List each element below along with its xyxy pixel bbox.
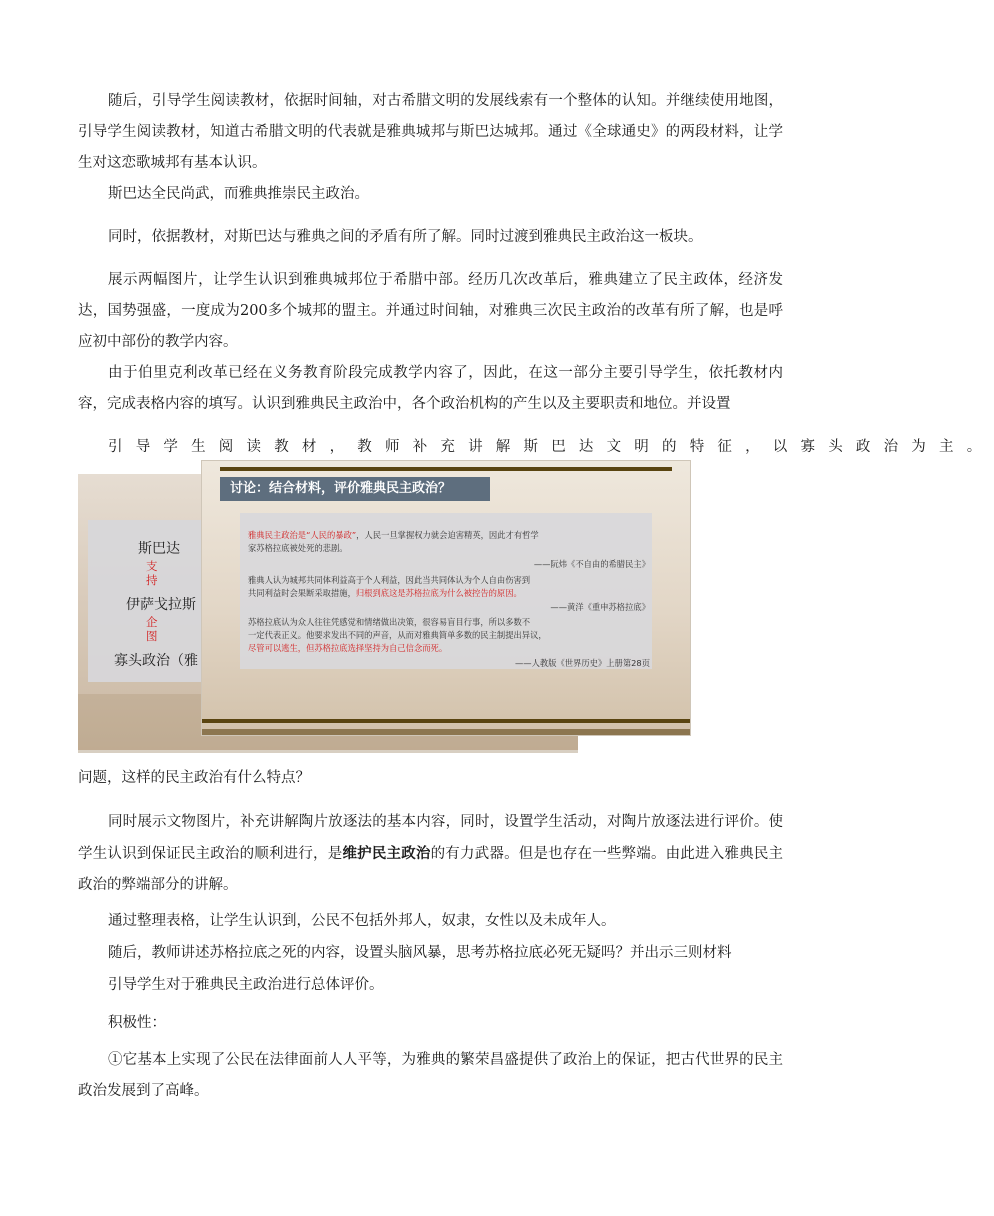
slide-text-support-2: 持 xyxy=(146,573,158,587)
paragraph-ostracism xyxy=(78,807,783,901)
bottom-rule xyxy=(202,719,690,723)
paragraph-sparta-athens: 斯巴达全民尚武，而雅典推崇民主政治。 xyxy=(108,186,369,202)
quote-1-highlight: 雅典民主政治是“人民的暴政” xyxy=(248,530,357,540)
paragraph-pericles: 由于伯里克利改革已经在义务教育阶段完成教学内容了，因此，在这一部分主要引导学生，依托教材内容，完成表格内容的填写。认识到雅典民主政治中，各个政治机构的产生以及主要职责和地位。并设置 xyxy=(78,365,783,412)
slide-image-discussion xyxy=(202,461,690,735)
source-1: ——阮炜《不自由的希腊民主》 xyxy=(533,559,650,569)
quote-3-line-2: 一定代表正义。他要求发出不同的声音，从而对雅典简单多数的民主制提出异议， xyxy=(248,630,547,640)
ostracism-bold: 维护民主政治 xyxy=(342,845,431,862)
bottom-band xyxy=(202,729,690,735)
paragraph-citizens: 通过整理表格，让学生认识到，公民不包括外邦人，奴隶，女性以及未成年人。 xyxy=(108,913,616,929)
paragraph-point-1: ①它基本上实现了公民在法律面前人人平等，为雅典的繁荣昌盛提供了政治上的保证，把古代世界的民主政治发展到了高峰。 xyxy=(78,1052,783,1099)
slide-text-isagoras: 伊萨戈拉斯 xyxy=(126,597,196,613)
paragraph-question: 问题，这样的民主政治有什么特点？ xyxy=(78,770,310,786)
slide-text-attempt-1: 企 xyxy=(146,615,158,629)
quote-1-line-2: 家苏格拉底被处死的悲剧。 xyxy=(248,543,348,553)
paragraph-timeline: 随后，引导学生阅读教材，依据时间轴，对古希腊文明的发展线索有一个整体的认知。并继续使用地图，引导学生阅读教材，知道古希腊文明的代表就是雅典城邦与斯巴达城邦。通过《全球通史》的两段材料，让学生对这恋歌城邦有基本认识。 xyxy=(78,93,783,171)
source-3: ——人教版《世界历史》上册第28页 xyxy=(514,658,650,668)
source-2: ——黄洋《重申苏格拉底》 xyxy=(550,602,650,612)
paragraph-sparta-oligarchy: 引导学生阅读教材，教师补充讲解斯巴达文明的特征，以寡头政治为主。 xyxy=(108,439,994,455)
quote-1-rest: ，人民一旦掌握权力就会迫害精英，因此才有哲学 xyxy=(356,530,539,540)
paragraph-socrates: 随后，教师讲述苏格拉底之死的内容，设置头脑风暴，思考苏格拉底必死无疑吗？并出示三则材料 xyxy=(108,945,732,961)
quote-3-line-1: 苏格拉底认为众人往往凭感觉和情绪做出决策，很容易盲目行事，所以多数不 xyxy=(248,617,531,627)
paragraph-evaluation: 引导学生对于雅典民主政治进行总体评价。 xyxy=(108,977,384,993)
quote-2-line-2 xyxy=(248,587,522,600)
slide-text-oligarchy: 寡头政治（雅 xyxy=(114,653,198,669)
quote-2-line-1: 雅典人认为城邦共同体利益高于个人利益，因此当共同体认为个人自由伤害到 xyxy=(248,575,531,585)
slide-title: 讨论：结合材料，评价雅典民主政治？ xyxy=(220,477,490,501)
quote-3-highlight: 尽管可以逃生，但苏格拉底选择坚持为自己信念而死。 xyxy=(248,643,448,653)
quote-2-highlight: 归根到底这是苏格拉底为什么被控告的原因。 xyxy=(355,588,522,598)
quote-2-lead: 共同利益时会果断采取措施， xyxy=(248,588,356,598)
paragraph-conflict: 同时，依据教材，对斯巴达与雅典之间的矛盾有所了解。同时过渡到雅典民主政治这一板块。 xyxy=(108,229,703,245)
top-rule xyxy=(220,467,672,471)
ostracism-text-a: 同时展示文物图片，补充讲解陶片放逐法的基本内容，同时，设置学生活动，对陶片放逐法进行评价。使学生认识到保证民主政治的顺利进行，是 xyxy=(78,814,783,862)
paragraph-athens-location: 展示两幅图片，让学生认识到雅典城邦位于希腊中部。经历几次改革后，雅典建立了民主政体，经济发达，国势强盛，一度成为200多个城邦的盟主。并通过时间轴，对雅典三次民主政治的改革有所了解，也是呼应初中部份的教学内容。 xyxy=(78,272,783,350)
slide-text-sparta: 斯巴达 xyxy=(138,541,180,557)
ostracism-text-b: 的有力武器。但是也存在一些弊端。由此进入雅典民主政治的弊端部分的讲解。 xyxy=(78,846,784,893)
quote-3-line-3 xyxy=(248,642,447,655)
paragraph-positive: 积极性： xyxy=(108,1015,166,1031)
slide-text-support-1: 支 xyxy=(146,559,158,573)
slide-text-attempt-2: 图 xyxy=(146,629,158,643)
quote-1-line-1 xyxy=(248,529,539,542)
